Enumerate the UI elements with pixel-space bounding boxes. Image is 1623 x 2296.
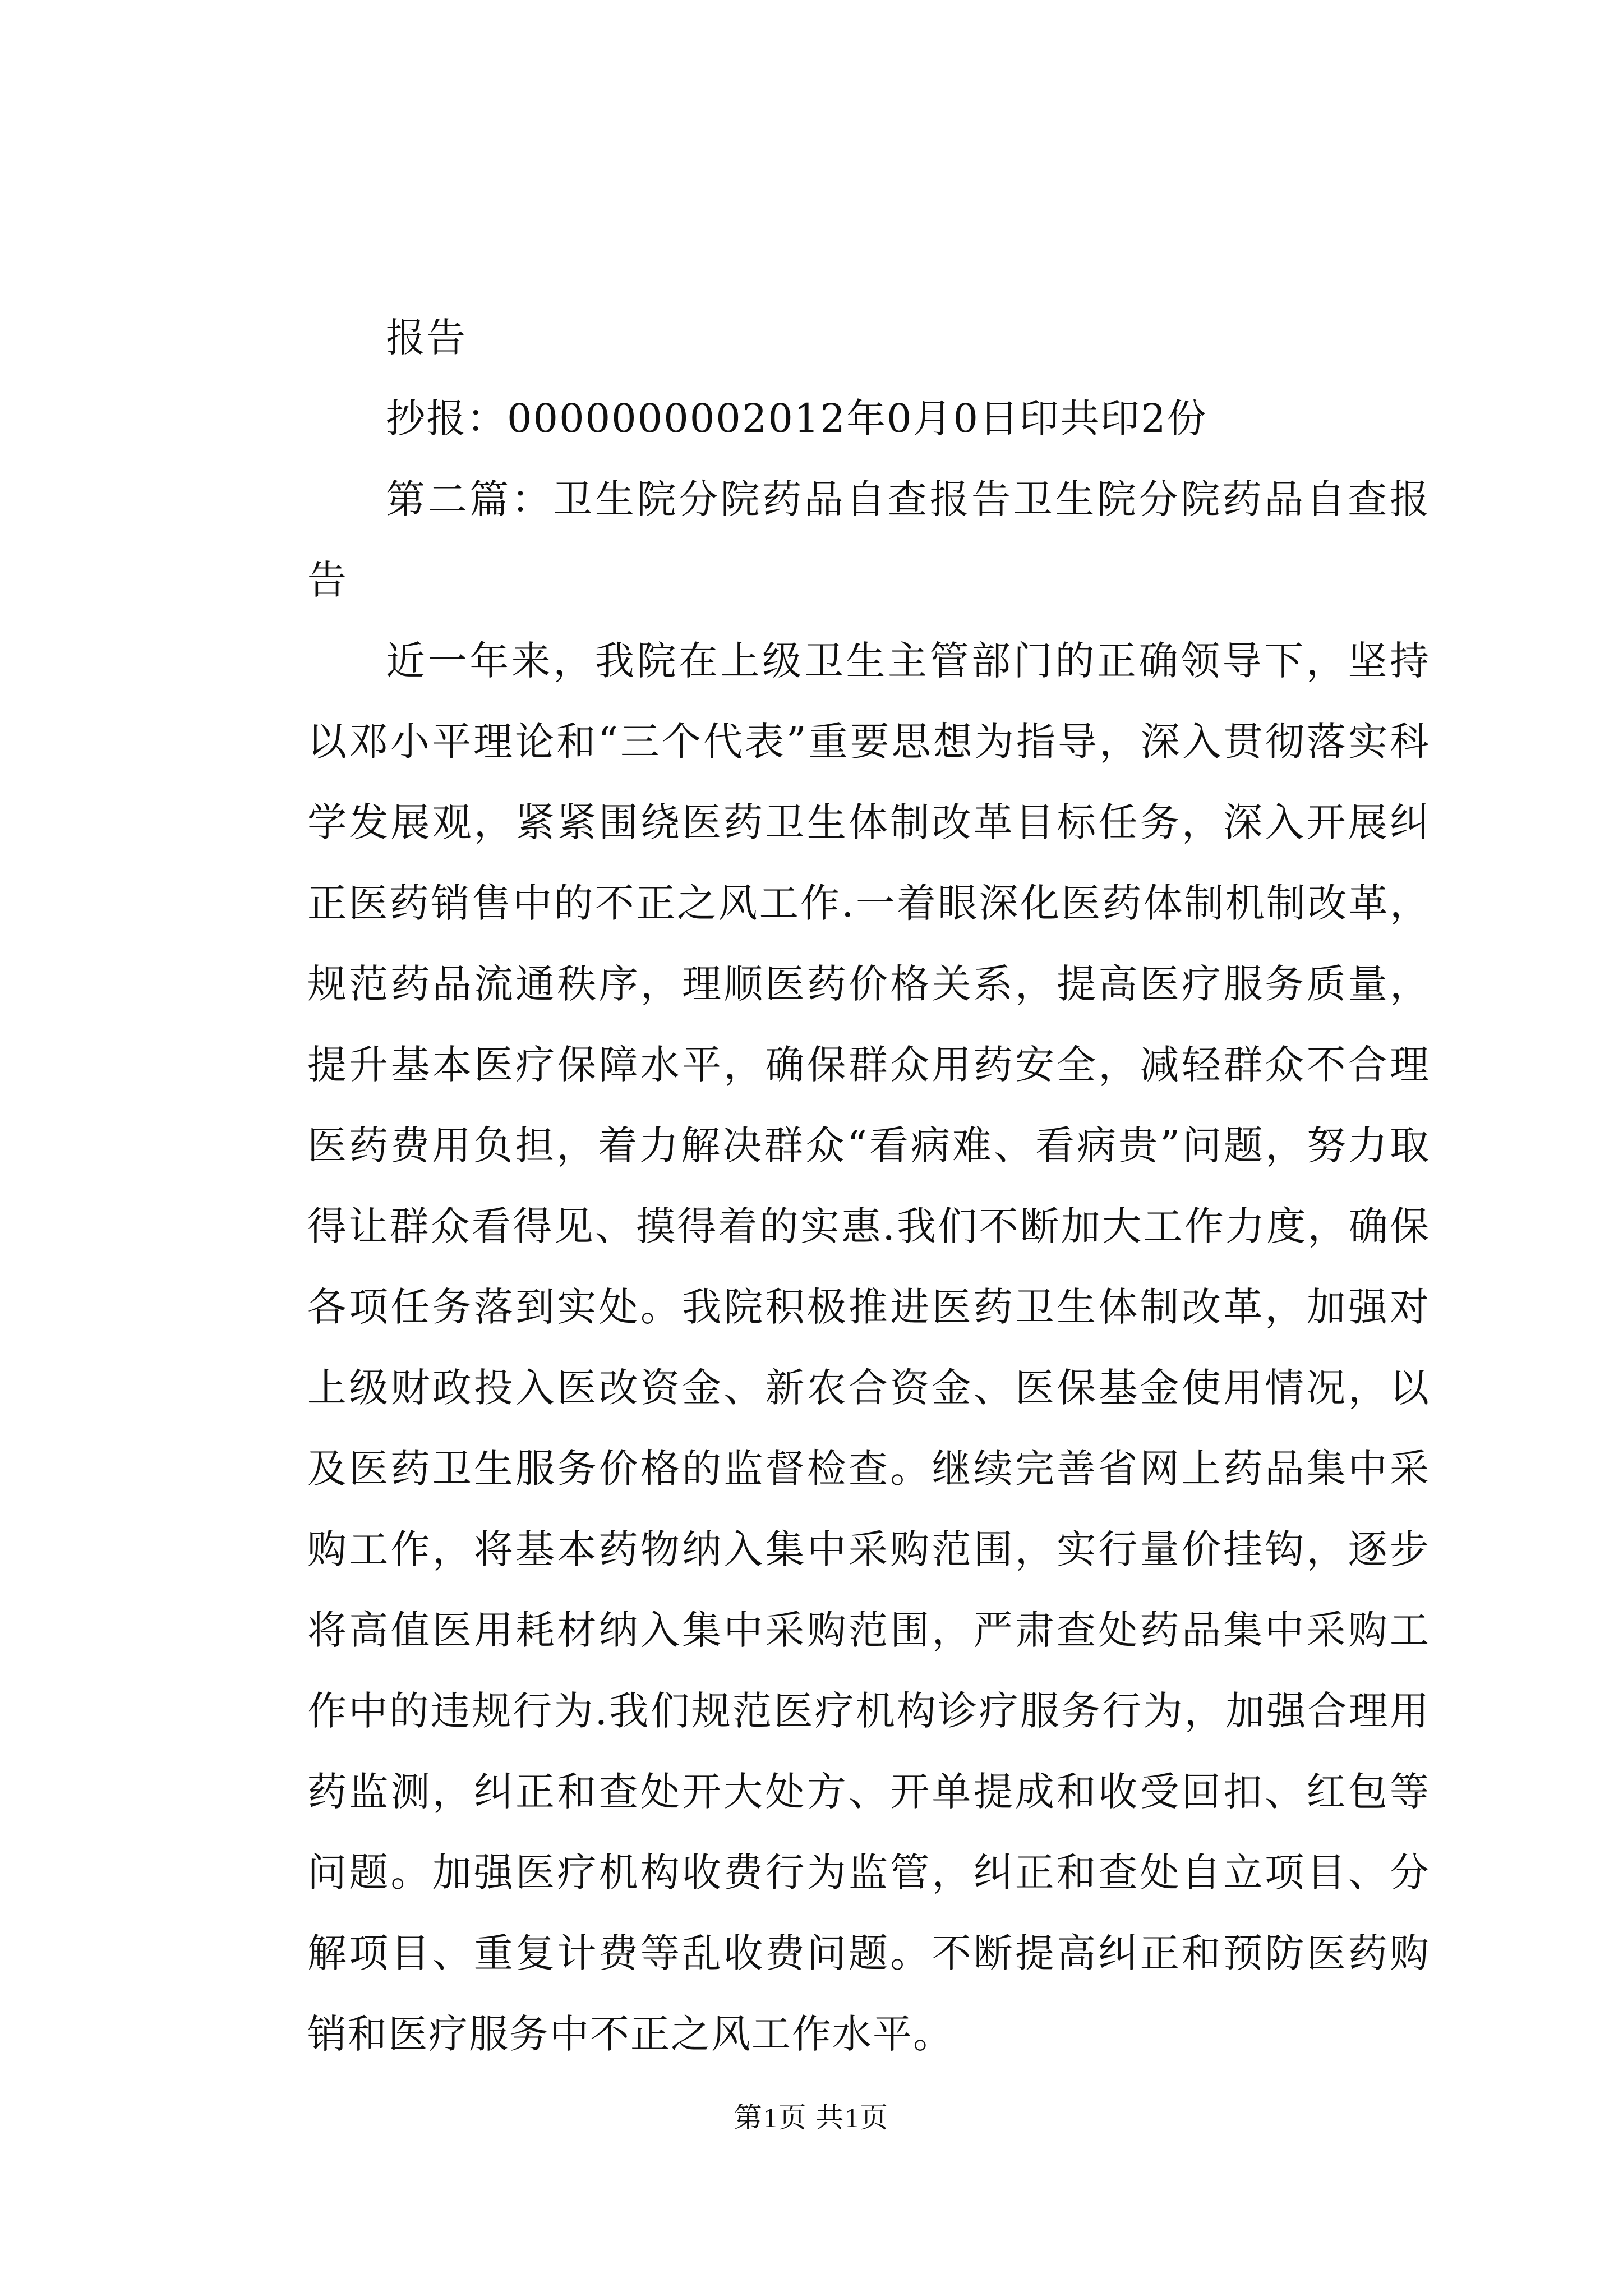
paragraph-cc-line: 抄报：0000000002012年0月0日印共印2份 (386, 395, 1207, 441)
paragraph-main-body: 近一年来，我院在上级卫生主管部门的正确领导下，坚持以邓小平理论和“三个代表”重要思想为指导，深入贯彻落实科学发展观，紧紧围绕医药卫生体制改革目标任务，深入开展纠正医药销售中的不正之风工作.一着眼深化医药体制机制改革，规范药品流通秩序，理顺医药价格关系，提高医疗服务质量，提升基本医疗保障水平，确保群众用药安全，减轻群众不合理医药费用负担，着力解决群众“看病难、看病贵”问题，努力取得让群众看得见、摸得着的实惠.我们不断加大工作力度，确保各项任务落到实处。我院积极推进医药卫生体制改革，加强对上级财政投入医改资金、新农合资金、医保基金使用情况，以及医药卫生服务价格的监督检查。继续完善省网上药品集中采购工作，将基本药物纳入集中采购范围，实行量价挂钩，逐步将高值医用耗材纳入集中采购范围，严肃查处药品集中采购工作中的违规行为.我们规范医疗机构诊疗服务行为，加强合理用药监测，纠正和查处开大处方、开单提成和收受回扣、红包等问题。加强医疗机构收费行为监管，纠正和查处自立项目、分解项目、重复计费等乱收费问题。不断提高纠正和预防医药购销和医疗服务中不正之风工作水平。 (307, 638, 1430, 2057)
document-body (307, 297, 1430, 2074)
paragraph-section-title: 第二篇：卫生院分院药品自查报告卫生院分院药品自查报告 (307, 476, 1430, 603)
paragraph-report-heading: 报告 (386, 315, 467, 361)
page-footer: 第1页 共1页 (734, 2102, 889, 2133)
